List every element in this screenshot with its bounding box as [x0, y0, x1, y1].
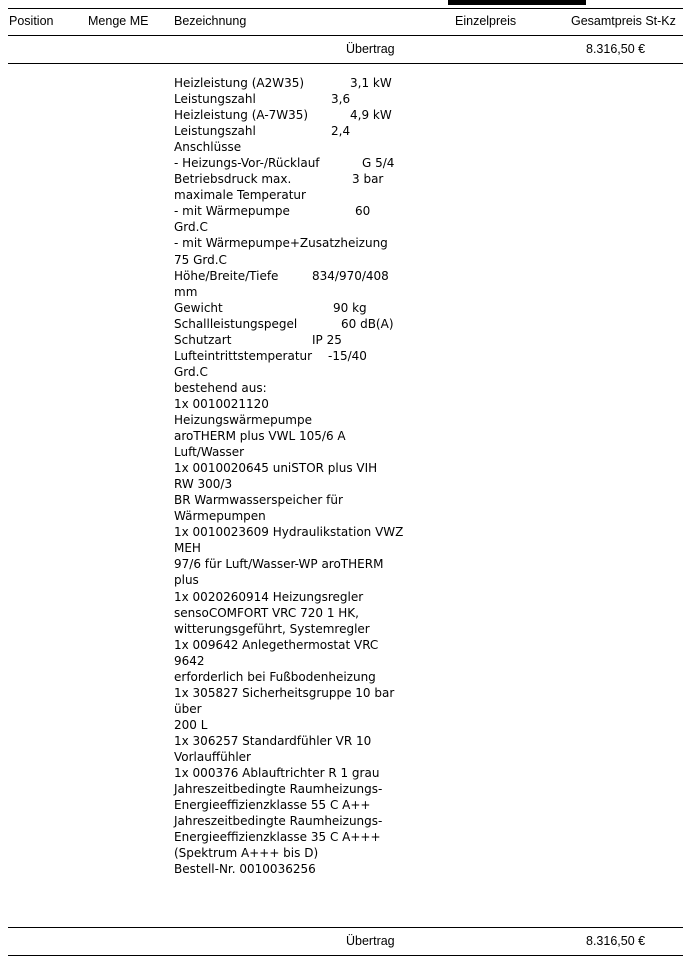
description-line — [174, 300, 434, 316]
description-text: 97/6 für Luft/Wasser-WP aroTHERM — [174, 557, 384, 572]
description-text: erforderlich bei Fußbodenheizung — [174, 669, 376, 684]
description-text: Leistungszahl — [174, 92, 256, 107]
description-line — [174, 412, 434, 428]
description-text: RW 300/3 — [174, 477, 233, 492]
description-text: 1x 009642 Anlegethermostat VRC — [174, 637, 379, 652]
description-text: Grd.C — [174, 364, 208, 379]
description-text: über — [174, 701, 202, 716]
description-text: 1x 0020260914 Heizungsregler — [174, 589, 364, 604]
description-line — [174, 733, 434, 749]
description-line — [174, 508, 434, 524]
description-text: Vorlauffühler — [174, 749, 251, 764]
description-text: - mit Wärmepumpe+Zusatzheizung — [174, 236, 388, 251]
header-bottom-rule — [8, 35, 683, 36]
description-text: 9642 — [174, 653, 205, 668]
description-text: Energieeffizienzklasse 55 C A++ — [174, 798, 371, 813]
description-line — [174, 187, 434, 203]
description-text: Lufteintrittstemperatur — [174, 348, 313, 363]
description-value: IP 25 — [312, 332, 342, 347]
description-line — [174, 637, 434, 653]
description-text: Grd.C — [174, 220, 208, 235]
header-top-rule — [8, 8, 683, 9]
description-text: - Heizungs-Vor-/Rücklauf — [174, 156, 320, 171]
description-text: 1x 305827 Sicherheitsgruppe 10 bar — [174, 685, 395, 700]
description-text: Jahreszeitbedingte Raumheizungs- — [174, 814, 383, 829]
description-line — [174, 749, 434, 765]
description-line — [174, 540, 434, 556]
description-line — [174, 621, 434, 637]
description-line — [174, 203, 434, 219]
carry-forward-label-bottom: Übertrag — [346, 934, 395, 948]
description-value: 3,6 — [331, 92, 351, 107]
description-text: Luft/Wasser — [174, 445, 245, 460]
col-menge-me-header: Menge ME — [88, 14, 149, 28]
description-line — [174, 813, 434, 829]
description-line — [174, 845, 434, 861]
description-text: Anschlüsse — [174, 140, 242, 155]
description-line — [174, 235, 434, 251]
description-line — [174, 765, 434, 781]
description-text: 75 Grd.C — [174, 252, 227, 267]
description-line — [174, 861, 434, 877]
description-value: G 5/4 — [362, 156, 395, 171]
description-line — [174, 75, 434, 91]
description-text: Jahreszeitbedingte Raumheizungs- — [174, 782, 383, 797]
col-position-header: Position — [9, 14, 54, 28]
description-value: 2,4 — [331, 124, 351, 139]
description-line — [174, 364, 434, 380]
description-line — [174, 460, 434, 476]
page-bottom-rule — [8, 955, 683, 956]
description-text: 1x 000376 Ablauftrichter R 1 grau — [174, 766, 380, 781]
description-line — [174, 444, 434, 460]
description-text: Schallleistungspegel — [174, 316, 298, 331]
description-line — [174, 829, 434, 845]
description-line — [174, 332, 434, 348]
description-line — [174, 107, 434, 123]
description-line — [174, 123, 434, 139]
description-line — [174, 348, 434, 364]
description-value: 834/970/408 — [312, 268, 389, 283]
description-text: mm — [174, 284, 198, 299]
description-text: Betriebsdruck max. — [174, 172, 292, 187]
description-line — [174, 284, 434, 300]
carry-forward-top-rule — [8, 63, 683, 64]
description-line — [174, 91, 434, 107]
description-text: aroTHERM plus VWL 105/6 A — [174, 429, 346, 444]
description-text: maximale Temperatur — [174, 188, 306, 203]
description-line — [174, 492, 434, 508]
carry-forward-bottom-rule — [8, 927, 683, 928]
description-line — [174, 781, 434, 797]
description-line — [174, 717, 434, 733]
description-line — [174, 171, 434, 187]
description-text: Heizleistung (A-7W35) — [174, 108, 309, 123]
description-text: witterungsgeführt, Systemregler — [174, 621, 370, 636]
description-line — [174, 219, 434, 235]
description-line — [174, 701, 434, 717]
description-line — [174, 797, 434, 813]
item-description-list — [174, 75, 434, 877]
description-text: Heizleistung (A2W35) — [174, 76, 305, 90]
description-text: 1x 0010021120 — [174, 396, 269, 411]
description-text: 1x 0010023609 Hydraulikstation VWZ — [174, 525, 404, 540]
description-line — [174, 268, 434, 284]
description-text: - mit Wärmepumpe — [174, 204, 290, 219]
description-line — [174, 524, 434, 540]
description-line — [174, 556, 434, 572]
description-line — [174, 380, 434, 396]
description-text: sensoCOMFORT VRC 720 1 HK, — [174, 605, 359, 620]
description-line — [174, 316, 434, 332]
description-value: 3,1 kW — [350, 76, 392, 90]
description-line — [174, 155, 434, 171]
description-line — [174, 252, 434, 268]
description-text: Gewicht — [174, 300, 223, 315]
description-line — [174, 653, 434, 669]
carry-forward-amount-bottom: 8.316,50 € — [586, 934, 646, 948]
description-value: 90 kg — [333, 300, 367, 315]
description-text: Heizungswärmepumpe — [174, 412, 312, 427]
description-line — [174, 396, 434, 412]
description-text: Energieeffizienzklasse 35 C A+++ — [174, 830, 381, 845]
description-text: Höhe/Breite/Tiefe — [174, 268, 279, 283]
description-value: 60 — [355, 204, 371, 219]
col-einzelpreis-header: Einzelpreis — [455, 14, 517, 28]
description-text: 1x 0010020645 uniSTOR plus VIH — [174, 461, 378, 476]
description-line — [174, 572, 434, 588]
description-text: Wärmepumpen — [174, 509, 266, 524]
description-line — [174, 605, 434, 621]
description-text: BR Warmwasserspeicher für — [174, 493, 343, 508]
description-text: MEH — [174, 541, 201, 556]
description-text: plus — [174, 573, 199, 588]
description-value: 4,9 kW — [350, 108, 392, 123]
description-line — [174, 476, 434, 492]
description-text: bestehend aus: — [174, 380, 267, 395]
description-value: 60 dB(A) — [341, 316, 394, 331]
carry-forward-label-top: Übertrag — [346, 42, 395, 56]
description-value: 3 bar — [352, 172, 384, 187]
description-line — [174, 685, 434, 701]
description-text: (Spektrum A+++ bis D) — [174, 846, 319, 861]
header-black-bar — [448, 0, 586, 5]
carry-forward-amount-top: 8.316,50 € — [586, 42, 646, 56]
description-value: -15/40 — [328, 348, 367, 363]
description-line — [174, 669, 434, 685]
col-bezeichnung-header: Bezeichnung — [174, 14, 247, 28]
description-line — [174, 139, 434, 155]
description-line — [174, 589, 434, 605]
description-text: 1x 306257 Standardfühler VR 10 — [174, 733, 372, 748]
description-line — [174, 428, 434, 444]
description-text: 200 L — [174, 717, 208, 732]
description-text: Schutzart — [174, 332, 232, 347]
description-text: Bestell-Nr. 0010036256 — [174, 862, 316, 877]
col-gesamtpreis-header: Gesamtpreis St-Kz — [571, 14, 676, 28]
description-text: Leistungszahl — [174, 124, 256, 139]
